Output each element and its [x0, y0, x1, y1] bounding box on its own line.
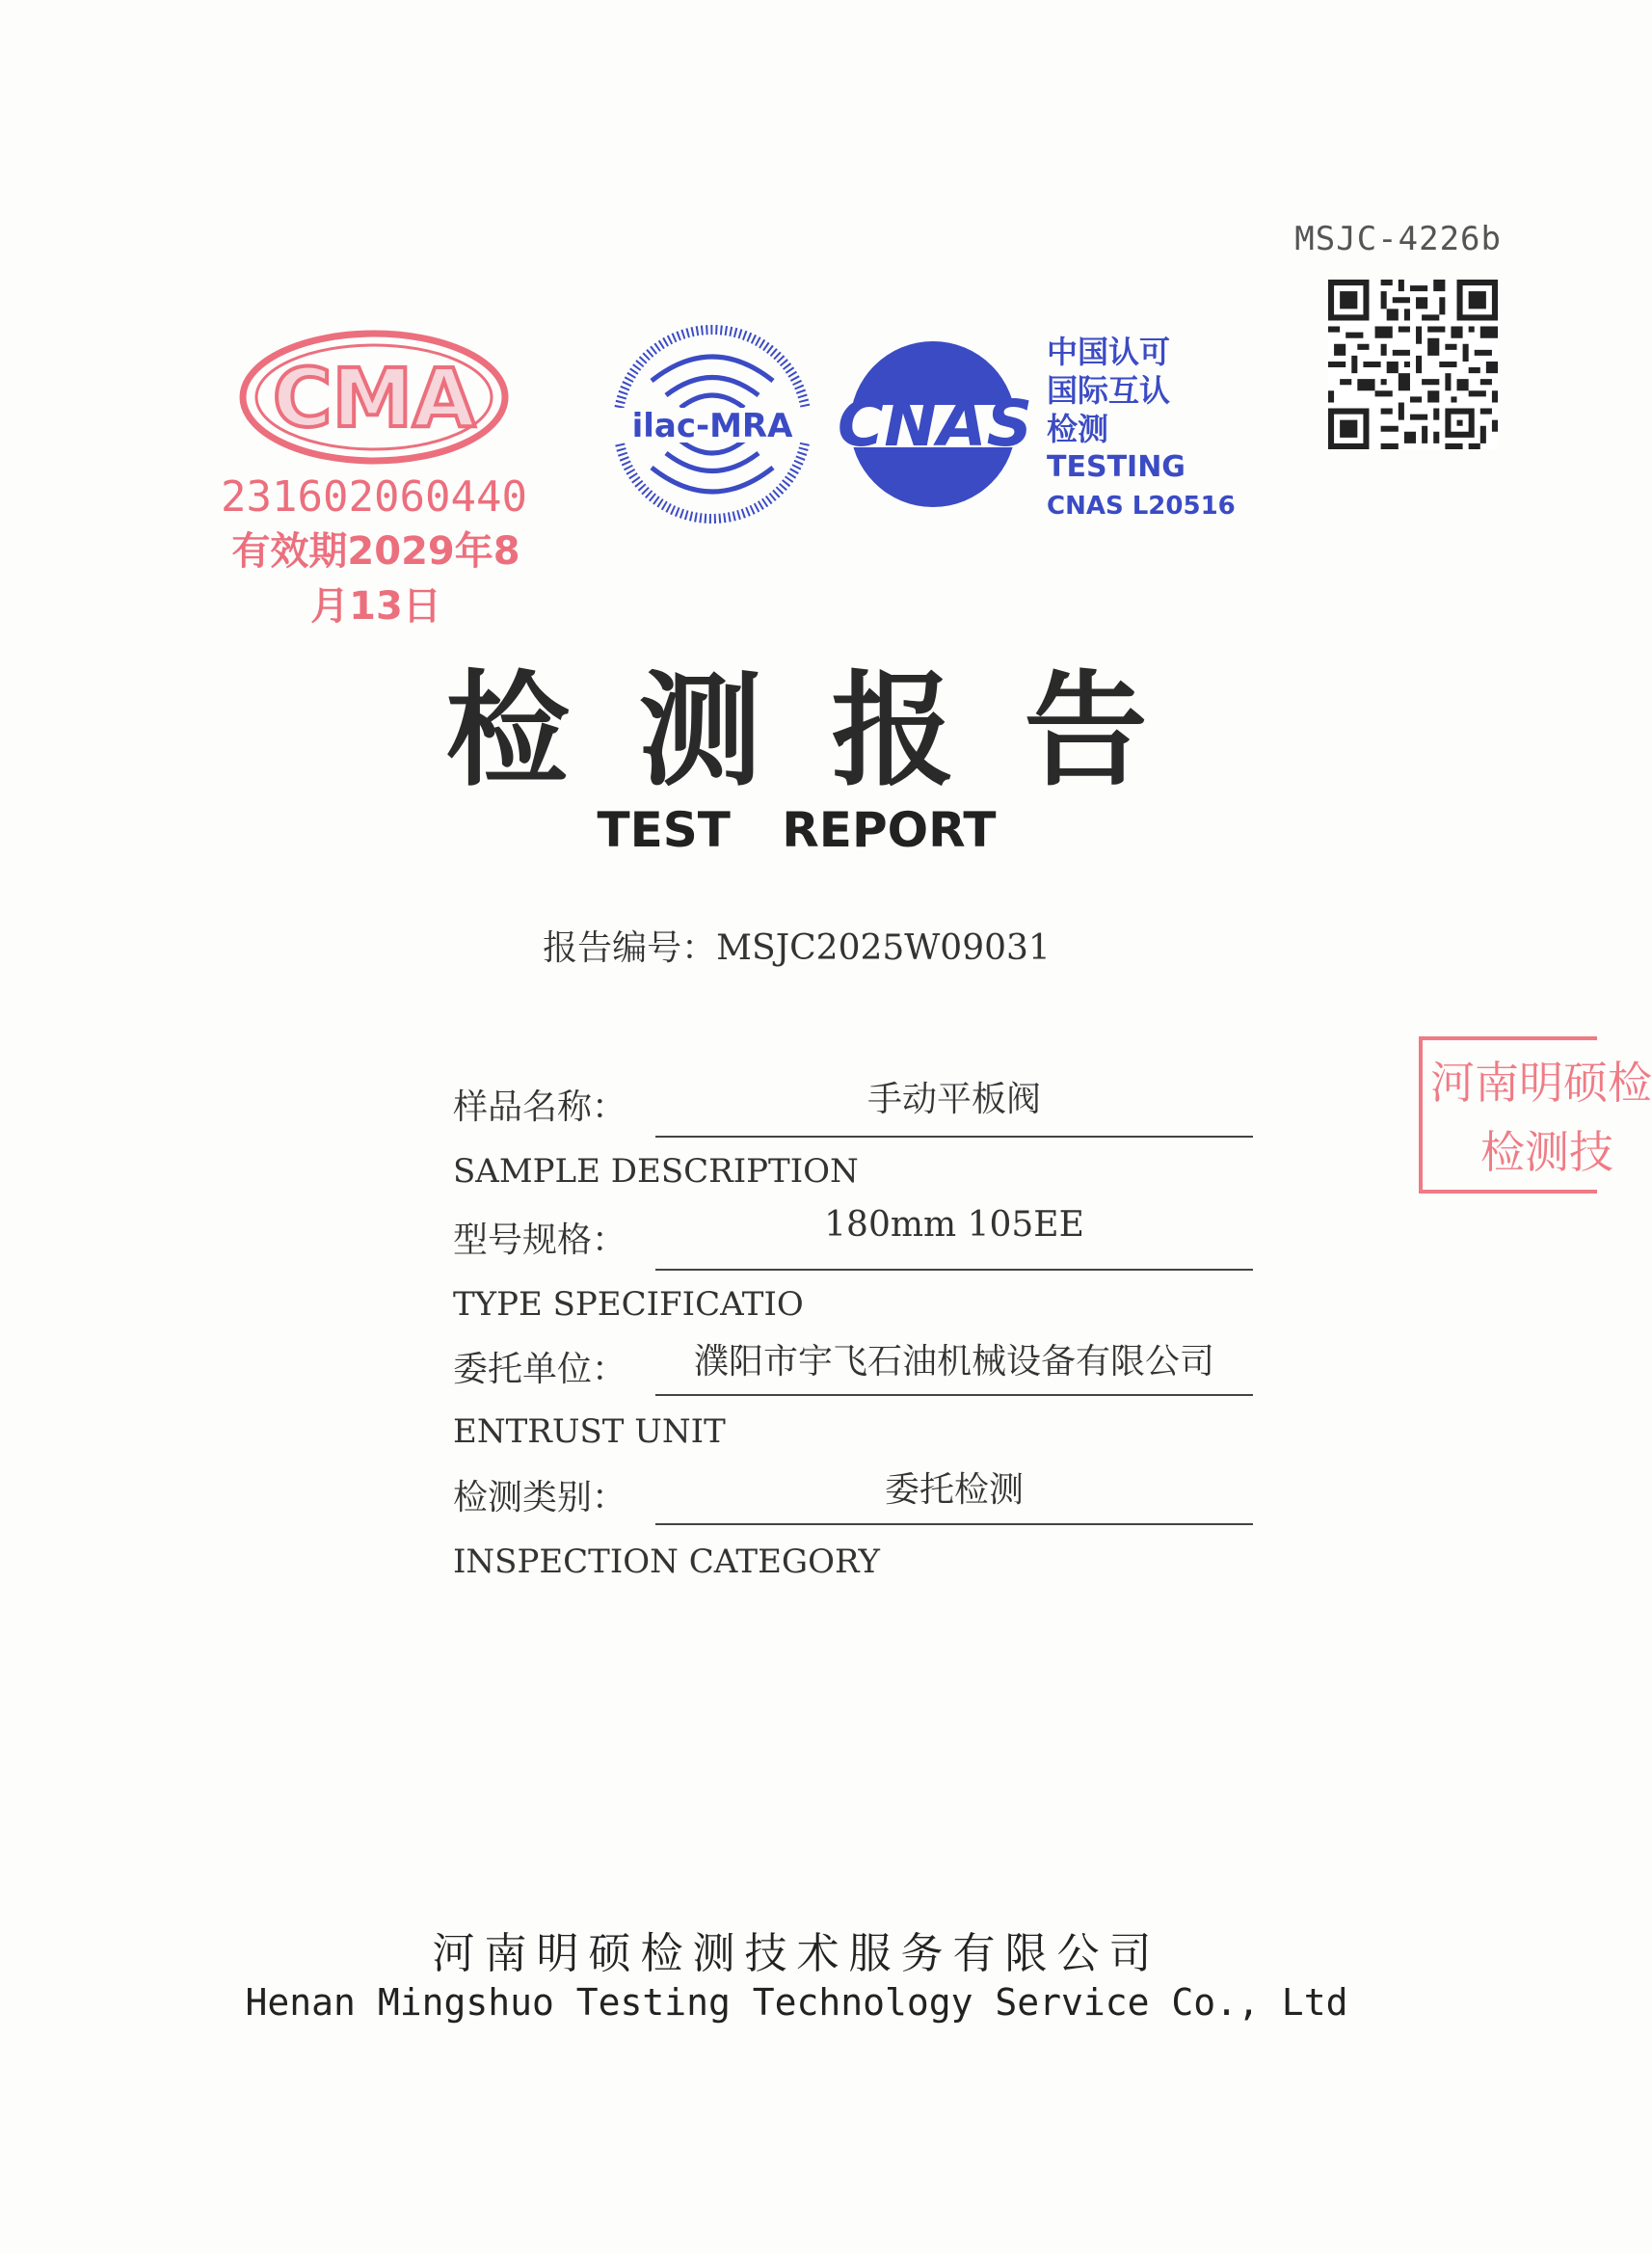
- cnas-caption-line-4: TESTING: [1047, 450, 1186, 484]
- category-label-en: INSPECTION CATEGORY: [453, 1543, 880, 1581]
- document-code: MSJC-4226b: [1294, 220, 1502, 258]
- cma-number: 231602060440: [221, 472, 527, 522]
- sample-underline: [655, 1136, 1253, 1138]
- entrust-label-en: ENTRUST UNIT: [453, 1412, 726, 1451]
- cnas-caption-line-1: 中国认可: [1047, 334, 1171, 370]
- cnas-logo-icon: [817, 337, 1049, 511]
- type-label-en: TYPE SPECIFICATIO: [453, 1285, 804, 1324]
- cma-mark-text: CMA: [272, 351, 476, 445]
- entrust-label-cn: 委托单位：: [453, 1350, 627, 1389]
- company-name-cn: 河南明硕检测技术服务有限公司: [432, 1929, 1161, 1978]
- company-name-en: Henan Mingshuo Testing Technology Service Co., Ltd: [245, 1981, 1348, 2024]
- sample-label-cn: 样品名称：: [453, 1087, 627, 1127]
- report-number: 报告编号：MSJC2025W09031: [543, 928, 1051, 968]
- cnas-caption-line-3: 检测: [1047, 411, 1109, 447]
- type-label-cn: 型号规格：: [453, 1221, 627, 1260]
- category-label-cn: 检测类别：: [453, 1478, 627, 1517]
- cnas-logo-text: CNAS: [837, 387, 1033, 461]
- cnas-caption-line-5: CNAS L20516: [1047, 492, 1236, 521]
- type-value: 180mm 105EE: [824, 1205, 1084, 1245]
- cma-validity: 有效期2029年8月13日: [231, 529, 520, 629]
- category-underline: [655, 1523, 1253, 1525]
- cnas-logo-caption: [1047, 333, 1236, 525]
- type-underline: [655, 1269, 1253, 1271]
- entrust-underline: [655, 1394, 1253, 1396]
- ilac-mra-text: ilac-MRA: [631, 407, 793, 445]
- company-stamp-line-1: 河南明硕检: [1430, 1057, 1652, 1109]
- company-stamp-line-2: 检测技: [1480, 1126, 1613, 1178]
- cma-mark-icon: [239, 330, 509, 465]
- company-stamp: [1419, 1036, 1652, 1194]
- cma-stamp: [220, 330, 528, 629]
- category-value: 委托检测: [884, 1470, 1024, 1510]
- entrust-value: 濮阳市宇飞石油机械设备有限公司: [693, 1342, 1214, 1382]
- qr-code-icon: [1328, 280, 1498, 449]
- ilac-mra-logo-icon: [613, 323, 812, 525]
- cnas-caption-line-2: 国际互认: [1047, 372, 1171, 409]
- report-title-en: TEST REPORT: [597, 802, 997, 858]
- sample-label-en: SAMPLE DESCRIPTION: [453, 1152, 859, 1191]
- report-title-cn: 检测报告: [445, 658, 1217, 803]
- sample-value: 手动平板阀: [866, 1080, 1041, 1119]
